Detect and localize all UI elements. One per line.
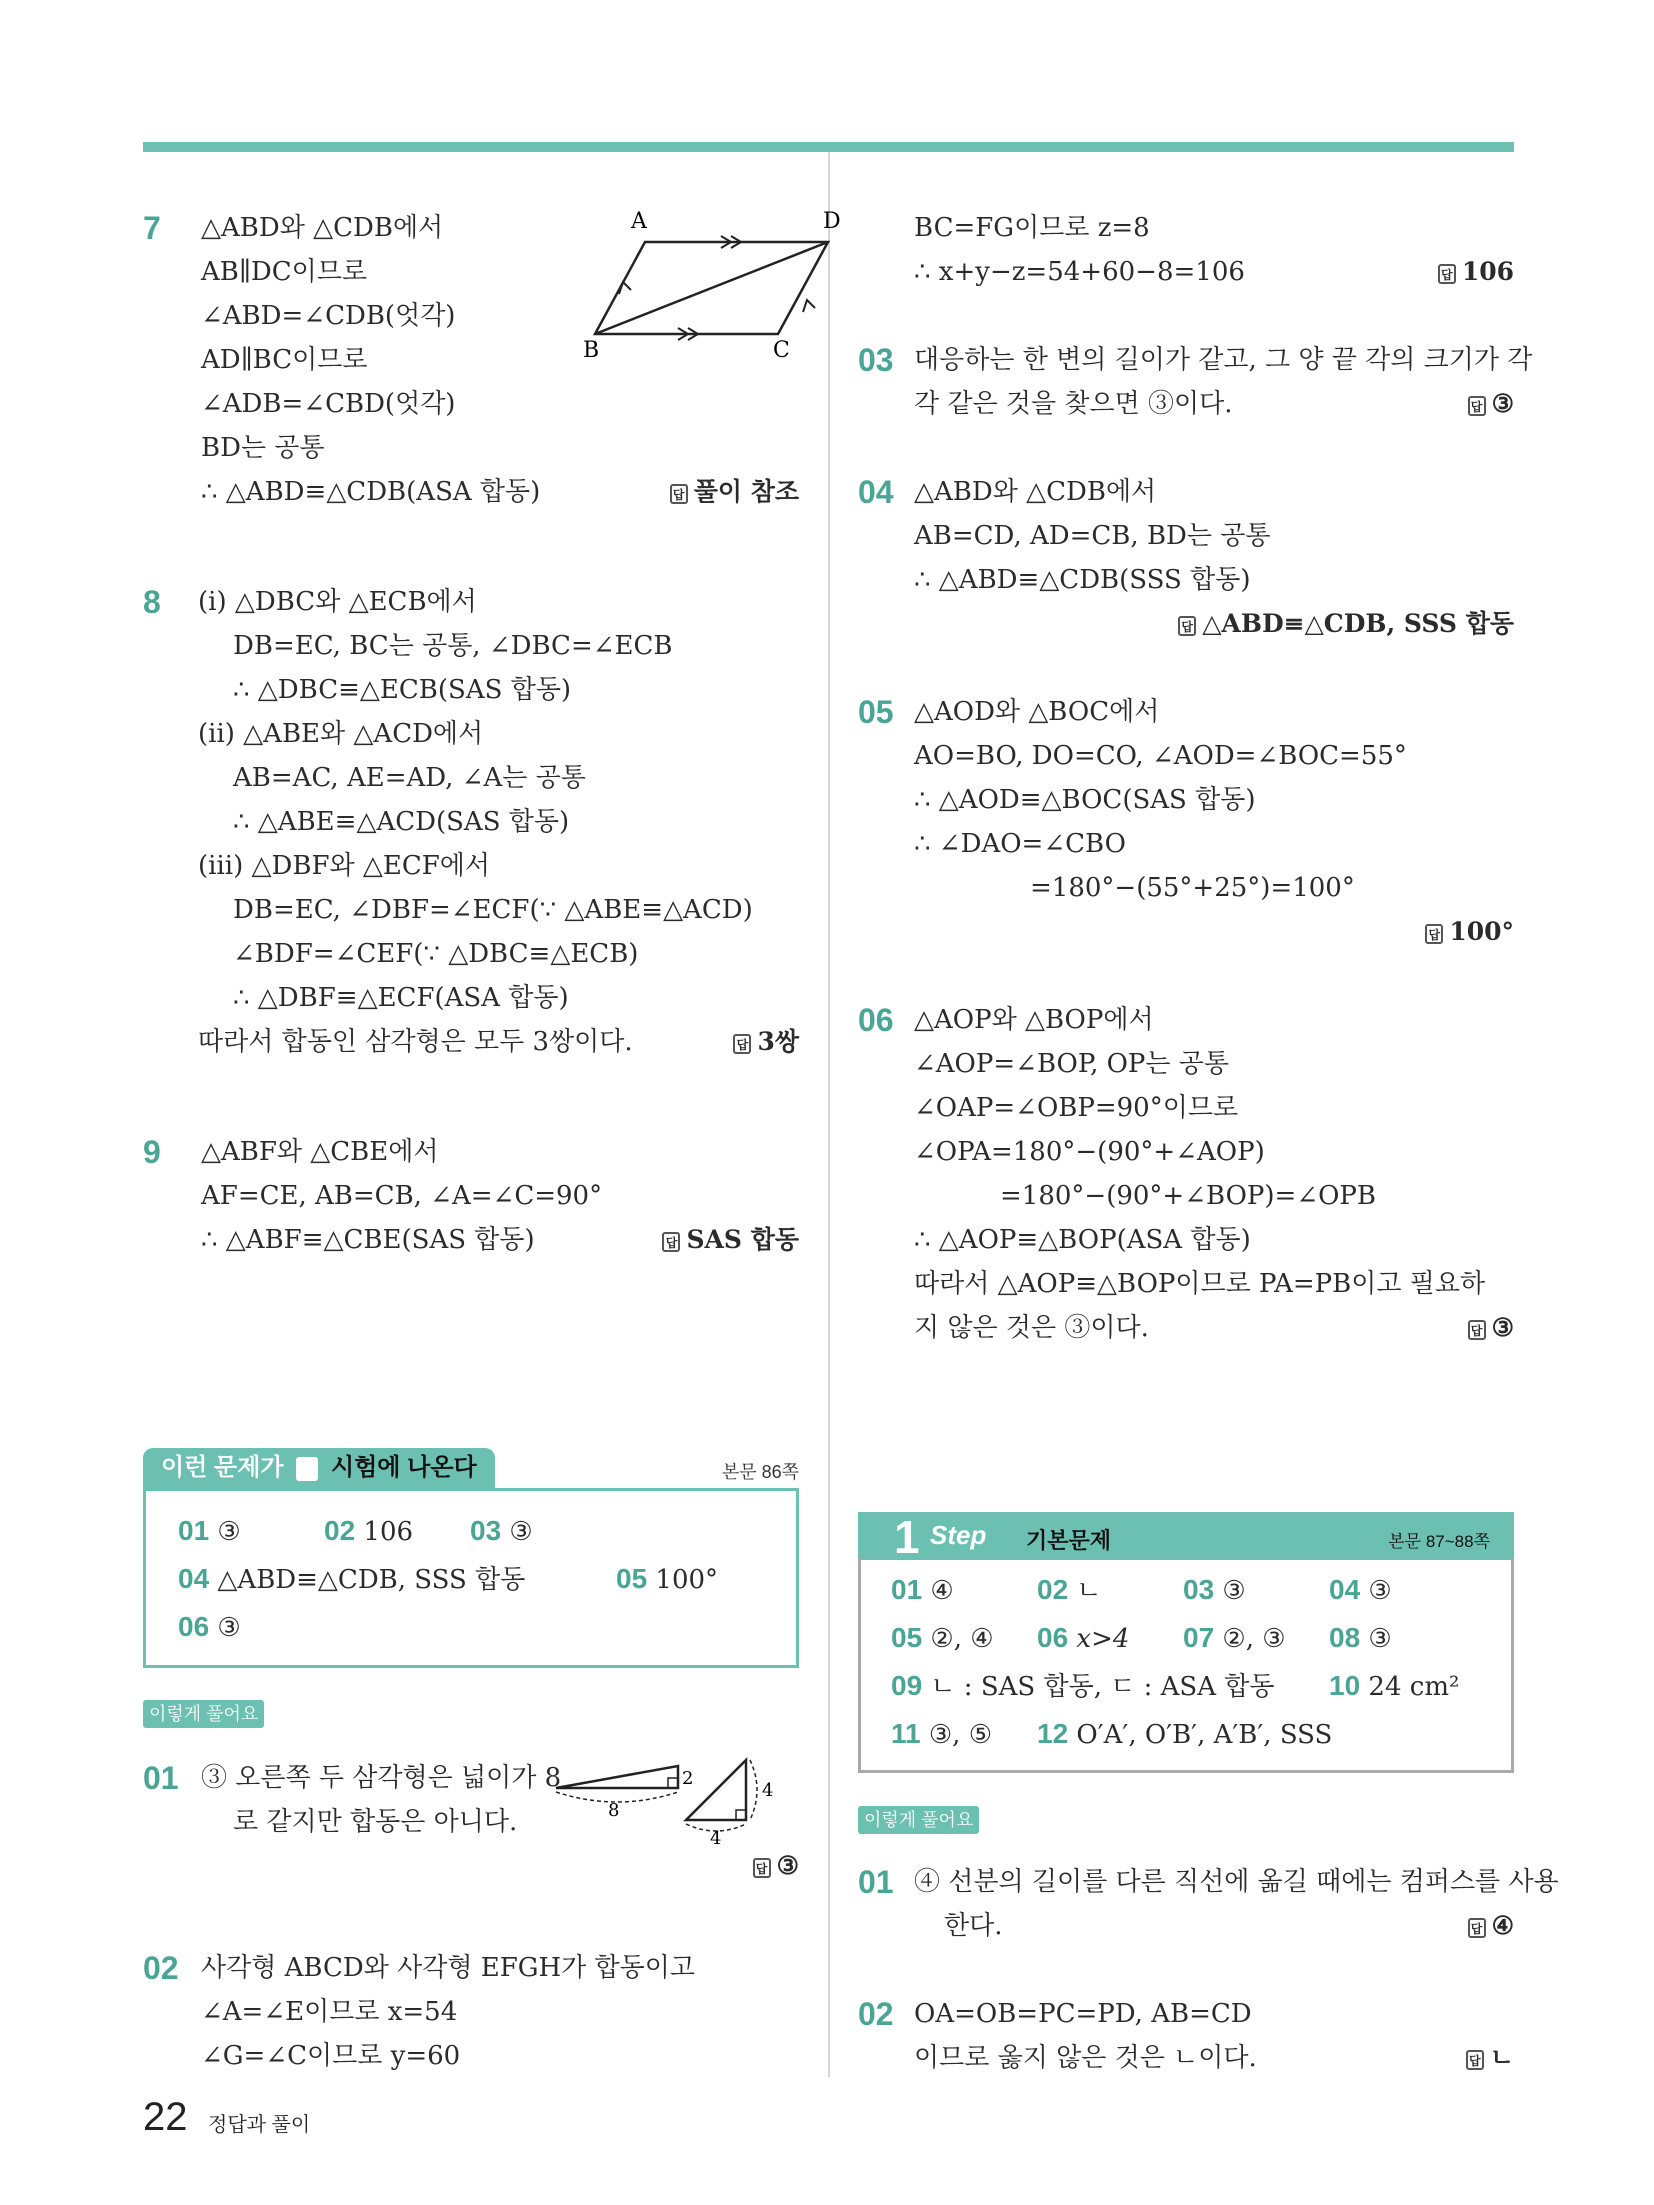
e04-line: AB=CD, AD=CB, BD는 공통: [914, 521, 1271, 551]
exam-box-ref: 본문 86쪽: [721, 1462, 799, 1482]
p7-line: ∴ △ABD≡△CDB(ASA 합동): [201, 477, 541, 507]
step-item: 12 O′A′, O′B′, A′B′, SSS: [1037, 1718, 1333, 1750]
e02-line: ∴ x+y−z=54+60−8=106: [914, 257, 1245, 287]
s02-answer: 답 ㄴ: [1466, 2040, 1514, 2076]
p7-line: △ABD와 △CDB에서: [201, 213, 444, 243]
newspaper-icon: [296, 1457, 318, 1481]
p8-line: (ⅲ) △DBF와 △ECF에서: [198, 851, 491, 881]
t2-base-label: 4: [710, 1828, 722, 1849]
answer-icon: 답: [1425, 924, 1443, 944]
fig-label-a: A: [631, 209, 647, 234]
exam-item: 03 ③: [470, 1515, 533, 1547]
problem-7-number: 7: [143, 210, 161, 246]
e04-line: ∴ △ABD≡△CDB(SSS 합동): [914, 565, 1251, 595]
exam-item: 02 106: [324, 1515, 414, 1547]
top-accent-bar: [143, 142, 1514, 152]
e01-line: 로 같지만 합동은 아니다.: [233, 1807, 518, 1837]
e01-answer: 답 ③: [753, 1848, 799, 1884]
p8-line: ∴ △DBF≡△ECF(ASA 합동): [233, 983, 569, 1013]
e01-number: 01: [143, 1760, 179, 1796]
e03-line: 각 같은 것을 찾으면 ③이다.: [914, 389, 1233, 419]
e01-line: ③ 오른쪽 두 삼각형은 넓이가 8: [201, 1763, 562, 1793]
e06-number: 06: [858, 1002, 894, 1038]
e03-answer: 답 ③: [1468, 386, 1514, 422]
p8-answer: 답 3쌍: [733, 1024, 799, 1060]
s01-line: ④ 선분의 길이를 다른 직선에 옮길 때에는 컴퍼스를 사용: [914, 1867, 1559, 1897]
answer-icon: 답: [733, 1034, 751, 1054]
t1-base-label: 8: [608, 1800, 620, 1821]
fig-label-c: C: [773, 338, 790, 363]
step-item: 03 ③: [1183, 1574, 1246, 1606]
step-answer-box: [858, 1558, 1514, 1773]
p7-answer: 답 풀이 참조: [670, 474, 799, 510]
p8-line: ∴ △ABE≡△ACD(SAS 합동): [233, 807, 570, 837]
answer-icon: 답: [1468, 1320, 1486, 1340]
page-number: 22: [143, 2095, 188, 2139]
s02-line: 이므로 옳지 않은 것은 ㄴ이다.: [914, 2043, 1257, 2073]
step-item: 08 ③: [1329, 1622, 1392, 1654]
column-divider: [828, 152, 830, 2077]
exam-item: 04 △ABD≡△CDB, SSS 합동: [178, 1563, 526, 1595]
e06-line: ∴ △AOP≡△BOP(ASA 합동): [914, 1225, 1251, 1255]
p8-line: DB=EC, ∠DBF=∠ECF(∵ △ABE≡△ACD): [233, 895, 753, 925]
triangles-figure: [548, 1748, 803, 1848]
e04-line: △ABD와 △CDB에서: [914, 477, 1157, 507]
s02-line: OA=OB=PC=PD, AB=CD: [914, 1999, 1252, 2029]
e06-line: ∠OPA=180°−(90°+∠AOP): [914, 1137, 1265, 1167]
exam-item: 01 ③: [178, 1515, 241, 1547]
answer-icon: 답: [1468, 396, 1486, 416]
e06-line: ∠AOP=∠BOP, OP는 공통: [914, 1049, 1230, 1079]
e03-number: 03: [858, 342, 894, 378]
p9-line: △ABF와 △CBE에서: [201, 1137, 439, 1167]
e02-number: 02: [143, 1950, 179, 1986]
p7-line: ∠ABD=∠CDB(엇각): [201, 301, 456, 331]
p7-line: AB∥DC이므로: [201, 257, 367, 287]
s02-number: 02: [858, 1996, 894, 2032]
p8-line: AB=AC, AE=AD, ∠A는 공통: [233, 763, 586, 793]
step-item: 09 ㄴ : SAS 합동, ㄷ : ASA 합동: [891, 1670, 1275, 1702]
answer-icon: 답: [662, 1232, 680, 1252]
s01-line: 한다.: [944, 1911, 1003, 1941]
e06-line: ∠OAP=∠OBP=90°이므로: [914, 1093, 1239, 1123]
answer-icon: 답: [753, 1858, 771, 1878]
step-item: 11 ③, ⑤: [891, 1718, 993, 1750]
step-item: 05 ②, ④: [891, 1622, 994, 1654]
exam-box-tab: 이런 문제가 시험에 나온다: [143, 1448, 495, 1488]
e06-answer: 답 ③: [1468, 1310, 1514, 1346]
e05-line: △AOD와 △BOC에서: [914, 697, 1160, 727]
answer-icon: 답: [1466, 2050, 1484, 2070]
step-word: Step: [930, 1520, 987, 1550]
s01-number: 01: [858, 1864, 894, 1900]
step-item: 01 ④: [891, 1574, 954, 1606]
exam-answer-box: [143, 1488, 799, 1668]
step-item: 02 ㄴ: [1037, 1574, 1102, 1606]
p8-line: ∠BDF=∠CEF(∵ △DBC≡△ECB): [233, 939, 639, 969]
e05-line: AO=BO, DO=CO, ∠AOD=∠BOC=55°: [914, 741, 1407, 771]
e06-line: =180°−(90°+∠BOP)=∠OPB: [1000, 1181, 1377, 1211]
s01-answer: 답 ④: [1468, 1908, 1514, 1944]
p9-line: ∴ △ABF≡△CBE(SAS 합동): [201, 1225, 535, 1255]
step-item: 04 ③: [1329, 1574, 1392, 1606]
step-box-header: [858, 1511, 1514, 1563]
p8-line: (ⅱ) △ABE와 △ACD에서: [198, 719, 484, 749]
p8-line: 따라서 합동인 삼각형은 모두 3쌍이다.: [198, 1027, 633, 1057]
problem-8-number: 8: [143, 584, 161, 620]
e05-line: ∴ △AOD≡△BOC(SAS 합동): [914, 785, 1256, 815]
e06-line: △AOP와 △BOP에서: [914, 1005, 1154, 1035]
answer-icon: 답: [670, 484, 688, 504]
p7-line: ∠ADB=∠CBD(엇각): [201, 389, 456, 419]
step-ref: 본문 87~88쪽: [1388, 1532, 1490, 1551]
p9-answer: 답 SAS 합동: [662, 1222, 799, 1258]
e05-answer: 답 100°: [1425, 914, 1514, 950]
t1-height-label: 2: [682, 1768, 694, 1789]
e02-line: ∠A=∠E이므로 x=54: [201, 1997, 458, 2027]
answer-icon: 답: [1178, 616, 1196, 636]
step-item: 07 ②, ③: [1183, 1622, 1286, 1654]
e05-line: ∴ ∠DAO=∠CBO: [914, 829, 1126, 859]
problem-9-number: 9: [143, 1134, 161, 1170]
e06-line: 따라서 △AOP≡△BOP이므로 PA=PB이고 필요하: [914, 1269, 1486, 1299]
answer-icon: 답: [1468, 1918, 1486, 1938]
solve-label: 이렇게 풀어요: [143, 1700, 264, 1728]
p9-line: AF=CE, AB=CB, ∠A=∠C=90°: [201, 1181, 603, 1211]
p7-line: AD∥BC이므로: [201, 345, 368, 375]
e04-answer: 답 △ABD≡△CDB, SSS 합동: [1178, 606, 1514, 642]
answer-icon: 답: [1438, 264, 1456, 284]
p7-line: BD는 공통: [201, 433, 325, 463]
step-number: 1: [894, 1511, 920, 1563]
solve-label: 이렇게 풀어요: [858, 1806, 979, 1834]
e05-line: =180°−(55°+25°)=100°: [1030, 873, 1355, 903]
step-title: 기본문제: [1026, 1528, 1112, 1553]
p8-line: (ⅰ) △DBC와 △ECB에서: [198, 587, 477, 617]
exam-item: 05 100°: [616, 1563, 719, 1595]
p8-line: ∴ △DBC≡△ECB(SAS 합동): [233, 675, 572, 705]
e06-line: 지 않은 것은 ③이다.: [914, 1313, 1149, 1343]
e02-answer: 답 106: [1438, 254, 1514, 290]
p8-line: DB=EC, BC는 공통, ∠DBC=∠ECB: [233, 631, 673, 661]
step-item: 06 x>4: [1037, 1622, 1130, 1654]
fig-label-d: D: [823, 209, 841, 234]
t2-height-label: 4: [762, 1780, 774, 1801]
step-item: 10 24 cm²: [1329, 1670, 1460, 1702]
fig-label-b: B: [583, 338, 600, 363]
e02-line: ∠G=∠C이므로 y=60: [201, 2041, 461, 2071]
parallelogram-figure: [583, 209, 841, 363]
exam-item: 06 ③: [178, 1611, 241, 1643]
e02-line: 사각형 ABCD와 사각형 EFGH가 합동이고: [201, 1953, 696, 1983]
e03-line: 대응하는 한 변의 길이가 같고, 그 양 끝 각의 크기가 각: [914, 345, 1533, 375]
e02-line: BC=FG이므로 z=8: [914, 213, 1150, 243]
e05-number: 05: [858, 694, 894, 730]
e04-number: 04: [858, 474, 894, 510]
page-label: 정답과 풀이: [208, 2114, 311, 2136]
